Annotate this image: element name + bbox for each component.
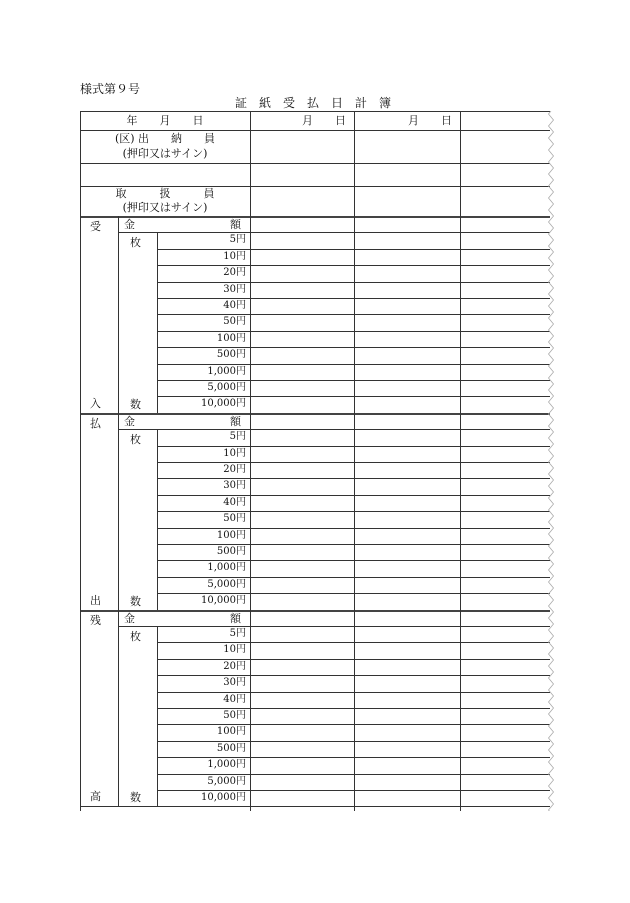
date-header: 年 月 日 — [126, 114, 204, 127]
date-column-2: 月 日 — [408, 114, 452, 127]
denomination-label: 1,000円 — [207, 562, 246, 574]
denomination-label: 100円 — [216, 332, 246, 344]
section-top-char: 残 — [90, 613, 101, 627]
section-column-line — [118, 610, 119, 807]
denomination-label: 5,000円 — [207, 578, 246, 590]
count-label-top: 枚 — [130, 433, 141, 447]
denomination-label: 10円 — [223, 447, 246, 459]
section-bottom-char: 出 — [90, 593, 101, 607]
denomination-label: 100円 — [216, 529, 246, 541]
data-column-line — [460, 111, 461, 811]
count-label-bottom: 数 — [130, 594, 141, 608]
data-column-line — [354, 111, 355, 811]
denomination-label: 5,000円 — [207, 775, 246, 787]
amount-label-right: 額 — [230, 611, 241, 625]
table-bottom-line — [80, 806, 550, 807]
section-column-line — [118, 413, 119, 610]
amount-label-right: 額 — [230, 414, 241, 428]
denomination-label: 20円 — [223, 660, 246, 672]
denomination-label: 1,000円 — [207, 759, 246, 771]
header-line — [80, 130, 550, 131]
denomination-label: 20円 — [223, 267, 246, 279]
count-label-bottom: 数 — [130, 397, 141, 411]
form-number: 様式第９号 — [80, 82, 141, 96]
denomination-label: 500円 — [216, 546, 246, 557]
amount-label-right: 額 — [230, 218, 241, 231]
denomination-label: 10円 — [223, 644, 246, 656]
denomination-label: 10,000円 — [201, 398, 246, 410]
section-column-line — [118, 216, 119, 413]
section-top-char: 払 — [90, 416, 101, 430]
denomination-label: 5円 — [229, 628, 246, 639]
denomination-label: 500円 — [216, 349, 246, 361]
denomination-label: 30円 — [223, 283, 246, 295]
header-bottom-line — [80, 216, 550, 218]
section-bottom-char: 高 — [90, 790, 101, 804]
torn-edge — [548, 111, 554, 811]
denomination-label: 5,000円 — [207, 382, 246, 393]
denomination-label: 40円 — [223, 300, 246, 311]
denomination-label: 40円 — [223, 693, 246, 705]
amount-label-left: 金 — [124, 414, 135, 428]
denomination-label: 20円 — [223, 464, 246, 475]
handler-seal-note: (押印又はサイン) — [122, 201, 208, 214]
count-label-top: 枚 — [130, 630, 141, 643]
denomination-label: 10,000円 — [201, 595, 246, 607]
count-label-top: 枚 — [130, 236, 141, 250]
section-top-char: 受 — [90, 220, 101, 233]
ledger-title: 証紙受払日計簿 — [235, 96, 404, 110]
section-divider — [80, 610, 550, 612]
date-column-1: 月 日 — [302, 114, 346, 127]
section-divider — [80, 413, 550, 415]
denomination-label: 50円 — [223, 710, 246, 721]
data-column-line — [250, 111, 251, 811]
denomination-label: 500円 — [216, 742, 246, 754]
denomination-label: 5円 — [229, 431, 246, 443]
amount-label-left: 金 — [124, 611, 135, 625]
ledger-table — [80, 111, 550, 811]
cashier-label: (区) 出 納 員 — [114, 132, 216, 145]
denomination-label: 50円 — [223, 316, 246, 328]
denomination-label: 40円 — [223, 496, 246, 508]
denomination-label: 10,000円 — [201, 792, 246, 803]
denomination-label: 50円 — [223, 513, 246, 525]
denomination-label: 100円 — [216, 726, 246, 738]
denomination-label: 30円 — [223, 677, 246, 689]
cashier-seal-note: (押印又はサイン) — [122, 147, 208, 160]
denomination-label: 30円 — [223, 480, 246, 492]
denomination-label: 10円 — [223, 250, 246, 262]
amount-label-left: 金 — [124, 218, 135, 231]
count-label-bottom: 数 — [130, 791, 141, 805]
handler-label: 取 扱 員 — [115, 187, 215, 200]
section-bottom-char: 入 — [90, 396, 101, 410]
denomination-label: 5円 — [229, 234, 246, 246]
denomination-label: 1,000円 — [207, 365, 246, 377]
table-left-border — [80, 111, 81, 811]
table-top-line — [80, 111, 550, 112]
header-line — [80, 163, 550, 164]
